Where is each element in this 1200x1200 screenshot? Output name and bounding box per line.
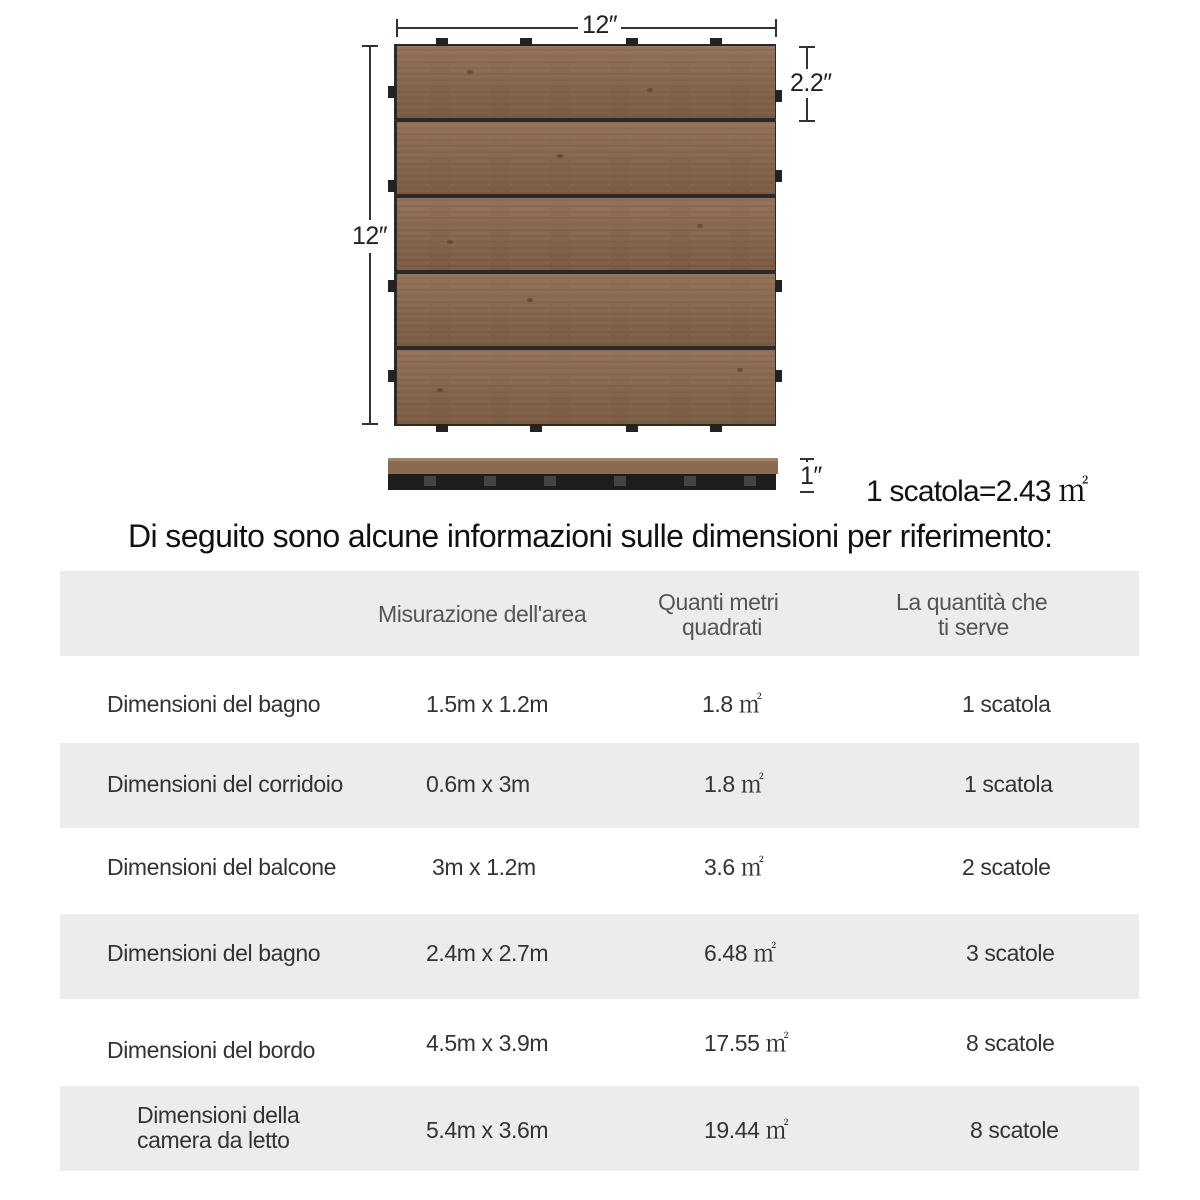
- plank-dimension-tick-top: [799, 46, 815, 48]
- thickness-dimension-tick-top: [800, 458, 814, 460]
- row-qty: 8 scatole: [970, 1117, 1059, 1143]
- row-sqm: 6.48 ㎡: [704, 940, 776, 966]
- row-label: Dimensioni del bagno: [107, 940, 321, 966]
- row-area: 2.4m x 2.7m: [426, 940, 549, 966]
- row-sqm: 17.55 ㎡: [704, 1030, 789, 1056]
- header-sqm-line1: Quanti metri: [658, 589, 779, 615]
- row-label: Dimensioni del corridoio: [107, 771, 343, 797]
- row-qty: 3 scatole: [966, 940, 1055, 966]
- header-sqm-line2: quadrati: [682, 614, 762, 640]
- row-label-line2: camera da letto: [137, 1127, 290, 1153]
- row-qty: 2 scatole: [962, 854, 1051, 880]
- row-qty: 1 scatola: [964, 771, 1053, 797]
- row-sqm: 1.8 ㎡: [702, 691, 762, 717]
- height-dimension-label: 12″: [352, 220, 387, 253]
- row-label: Dimensioni del bagno: [107, 691, 321, 717]
- deck-tile-illustration: [380, 30, 785, 435]
- height-dimension-tick-bottom: [362, 423, 378, 425]
- row-qty: 1 scatola: [962, 691, 1051, 717]
- row-area: 3m x 1.2m: [432, 854, 536, 880]
- row-area: 5.4m x 3.6m: [426, 1117, 549, 1143]
- thickness-dimension-tick-bottom: [800, 491, 814, 493]
- row-label: Dimensioni del balcone: [107, 854, 337, 880]
- plank-dimension-tick-bottom: [799, 120, 815, 122]
- thickness-dimension-label: 1″: [800, 462, 822, 490]
- row-sqm: 3.6 ㎡: [704, 854, 764, 880]
- table-subtitle: Di seguito sono alcune informazioni sulle dimensioni per riferimento:: [128, 518, 1053, 554]
- header-area: Misurazione dell'area: [378, 601, 587, 627]
- row-sqm: 1.8 ㎡: [704, 771, 764, 797]
- height-dimension-tick-top: [362, 45, 378, 47]
- tile-side-profile-illustration: [384, 448, 784, 494]
- header-qty-line1: La quantità che: [896, 589, 1048, 615]
- row-area: 4.5m x 3.9m: [426, 1030, 549, 1056]
- width-dimension-label: 12″: [578, 11, 621, 40]
- row-area: 1.5m x 1.2m: [426, 691, 549, 717]
- row-qty: 8 scatole: [966, 1030, 1055, 1056]
- row-label-line1: Dimensioni della: [137, 1102, 300, 1128]
- plank-dimension-label: 2.2″: [790, 69, 832, 97]
- box-coverage-label: 1 scatola=2.43 ㎡: [866, 475, 1088, 508]
- header-qty-line2: ti serve: [938, 614, 1009, 640]
- row-sqm: 19.44 ㎡: [704, 1117, 789, 1143]
- row-label: Dimensioni del bordo: [107, 1037, 316, 1063]
- row-area: 0.6m x 3m: [426, 771, 530, 797]
